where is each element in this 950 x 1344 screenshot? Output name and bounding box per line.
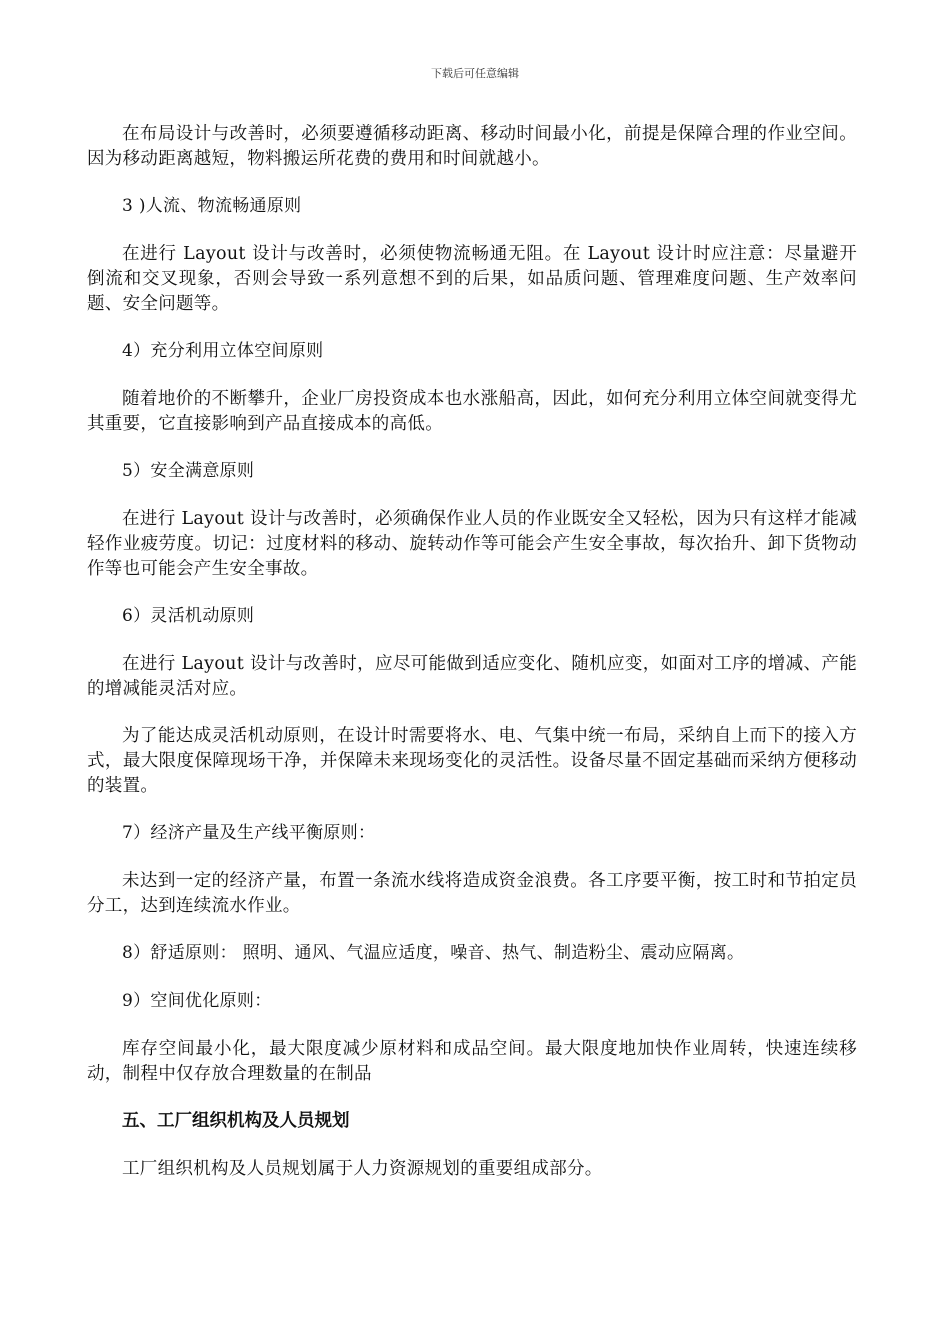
heading-principle-9: 9）空间优化原则：: [122, 991, 272, 1011]
paragraph-safety: 在进行 Layout 设计与改善时，必须确保作业人员的作业既安全又轻松，因为只有这样才能减轻作业疲劳度。切记：过度材料的移动、旋转动作等可能会产生安全事故，每次抬升、卸下货物动作等也可能会产生安全事故。: [87, 509, 857, 579]
paragraph-logistics-flow: 在进行 Layout 设计与改善时，必须使物流畅通无阻。在 Layout 设计时应注意：尽量避开倒流和交叉现象，否则会导致一系列意想不到的后果，如品质问题、管理难度问题、生产效率问题、安全问题等。: [87, 244, 857, 314]
paragraph-org-planning: 工厂组织机构及人员规划属于人力资源规划的重要组成部分。: [122, 1159, 603, 1179]
paragraph-economic-output: 未达到一定的经济产量，布置一条流水线将造成资金浪费。各工序要平衡，按工时和节拍定员分工，达到连续流水作业。: [87, 871, 857, 916]
paragraph-layout-distance: 在布局设计与改善时，必须要遵循移动距离、移动时间最小化，前提是保障合理的作业空间。因为移动距离越短，物料搬运所花费的费用和时间就越小。: [87, 124, 857, 169]
heading-principle-3: 3 )人流、物流畅通原则: [122, 196, 302, 216]
heading-principle-4: 4）充分利用立体空间原则: [122, 341, 324, 361]
document-body: [87, 122, 857, 1204]
heading-principle-7: 7）经济产量及生产线平衡原则：: [122, 823, 376, 843]
paragraph-space-optimization: 库存空间最小化，最大限度减少原材料和成品空间。最大限度地加快作业周转，快速连续移动，制程中仅存放合理数量的在制品: [87, 1039, 857, 1084]
paragraph-flexibility-detail: 为了能达成灵活机动原则，在设计时需要将水、电、气集中统一布局，采纳自上而下的接入方式，最大限度保障现场干净，并保障未来现场变化的灵活性。设备尽量不固定基础而采纳方便移动的装置。: [87, 726, 857, 796]
header-note: 下载后可任意编辑: [431, 67, 519, 80]
heading-principle-6: 6）灵活机动原则: [122, 606, 255, 626]
heading-principle-5: 5）安全满意原则: [122, 461, 255, 481]
heading-principle-8: 8）舒适原则： 照明、通风、气温应适度，噪音、热气、制造粉尘、震动应隔离。: [122, 943, 745, 963]
paragraph-flexibility: 在进行 Layout 设计与改善时，应尽可能做到适应变化、随机应变，如面对工序的增减、产能的增减能灵活对应。: [87, 654, 857, 699]
paragraph-vertical-space: 随着地价的不断攀升，企业厂房投资成本也水涨船高，因此，如何充分利用立体空间就变得尤其重要，它直接影响到产品直接成本的高低。: [87, 389, 857, 434]
section-title-5: 五、工厂组织机构及人员规划: [122, 1111, 350, 1131]
